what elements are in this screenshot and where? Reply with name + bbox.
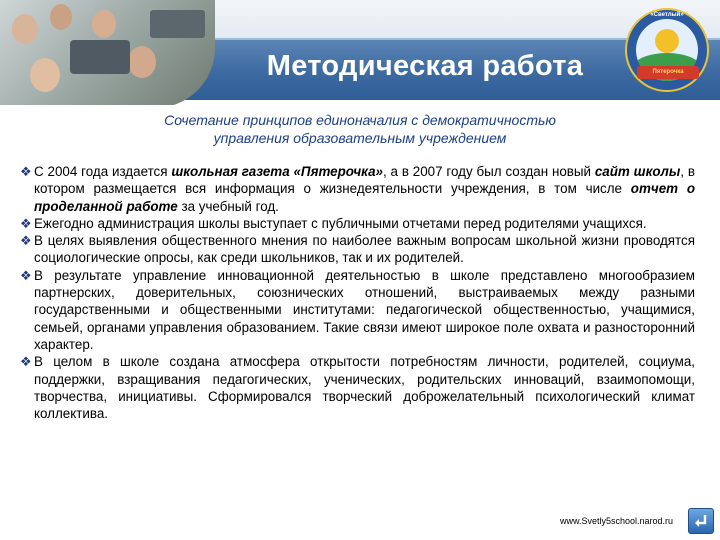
bullet-text: за учебный год. <box>177 198 279 214</box>
bullet-item <box>20 215 695 232</box>
bullet-text: , в котором размещается вся информация о жизнедеятельности учреждения, в том числе <box>34 164 696 197</box>
return-arrow-icon <box>692 512 710 530</box>
emphasized-text: сайт школы <box>594 164 681 179</box>
sun-icon <box>655 29 679 53</box>
return-button[interactable] <box>688 508 714 534</box>
diamond-bullet-icon: ❖ <box>20 233 32 249</box>
diamond-bullet-icon: ❖ <box>20 267 32 283</box>
emblem-ribbon-text: Пятерочка <box>637 66 699 79</box>
emphasized-text: отчет о проделанной работе <box>34 181 695 214</box>
subtitle <box>100 111 620 147</box>
header <box>0 0 720 105</box>
content-list <box>20 163 695 422</box>
bullet-text: В целях выявления общественного мнения по наиболее важным вопросам школьной жизни проводятся социологические опросы, как среди школьников, так и их родителей. <box>34 233 695 266</box>
bullet-text: С 2004 года издается <box>34 164 172 179</box>
bullet-text: В целом в школе создана атмосфера открытости потребностям личности, родителей, социума, поддержки, взращивания педагогических, ученических, родительских инноваций, взаимопомощи, творчества, инициативы. Сформировался творческий доброжелательный психологический климат коллектива. <box>34 354 695 422</box>
subtitle-line: управления образовательным учреждением <box>213 130 507 146</box>
emphasized-text: школьная газета «Пятерочка» <box>171 164 383 179</box>
page-title: Методическая работа <box>266 50 584 82</box>
bullet-text: В результате управление инновационной деятельностью в школе представлено многообразием партнерских, доверительных, союзнических отношений, выстраиваемых между разными государственными и общественными институтами: педагогической общественностью, учащимися, семьей, органами управления образованием. Такие связи имеют широкое поле охвата и разносторонний характер. <box>34 267 695 352</box>
bullet-text: , а в 2007 году был создан новый <box>382 164 595 179</box>
diamond-bullet-icon: ❖ <box>20 164 32 179</box>
footer-url[interactable]: www.Svetly5school.narod.ru <box>560 516 674 526</box>
bullet-item <box>20 232 695 267</box>
bullet-item <box>20 353 695 422</box>
bullet-text: Ежегодно администрация школы выступает с публичными отчетами перед родителями учащихся. <box>34 215 647 231</box>
diamond-bullet-icon: ❖ <box>20 354 32 370</box>
subtitle-line: Сочетание принципов единоначалия с демократичностью <box>164 112 556 128</box>
bullet-item <box>20 163 695 215</box>
bullet-item <box>20 267 695 353</box>
school-emblem <box>625 8 709 92</box>
diamond-bullet-icon: ❖ <box>20 215 32 231</box>
students-photo <box>0 0 215 105</box>
emblem-ring-text: «Светлый» <box>650 12 684 18</box>
